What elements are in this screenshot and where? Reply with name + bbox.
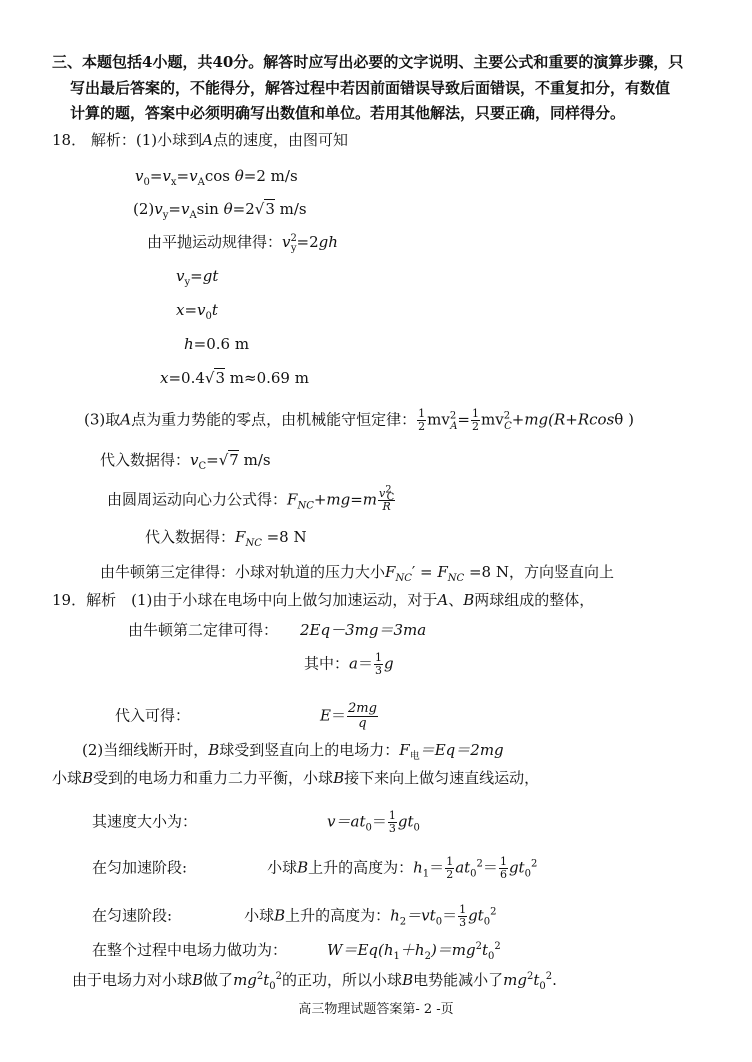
q18-projectile-law: 由平抛运动规律得：$v^2_y=2gh$ [147, 233, 338, 254]
q19-accel-phase: 在匀加速阶段: 小球B上升的高度为：$h_1=$ $\frac{1}{2}$ $at_0^2=$ $\frac{1}{6}$ $gt_0^2$ [92, 855, 538, 881]
q18-equation-vy: $(2)v_y=v_A\sin$ θ=2√3 m/s [133, 200, 307, 221]
q18-equation-v0: $v_0=v_x=v_A\cos$ θ=2 m/s [135, 167, 298, 188]
q19-velocity: 其速度大小为： $v=at_0=$ $\frac{1}{3}$ $gt_0$ [92, 809, 420, 835]
q18-newton-third: 由牛顿第三定律得：小球对轨道的压力大小$F_{NC}' = F_{NC} =8$ N，方向竖直向上 [100, 563, 614, 584]
q19-conclusion: 由于电场力对小球B做了$mg^2t_0^2$的正功，所以小球B电势能减小了$mg^2t_0^2$. [72, 971, 557, 992]
q18-equation-x-result: x=0.4√3 m≈0.69 m [160, 369, 309, 387]
q19-header: 19．解析 (1)由于小球在电场中向上做匀加速运动，对于A、B两球组成的整体， [52, 591, 595, 609]
page-footer: 高三物理试题答案第- 2 -页 [298, 1002, 454, 1017]
q19-string-cut: (2)当细线断开时，B球受到竖直向上的电场力：$F_电=Eq=2mg$ [82, 741, 504, 762]
q18-header: 18． 解析：(1)小球到A点的速度，由图可知 [52, 131, 348, 149]
q18-number: 18． [52, 131, 87, 149]
q18-substitute-fnc: 代入数据得：$F_{NC} =8$ N [145, 528, 307, 549]
q19-newton-second: 由牛顿第二定律可得： 2Eq－3mg＝3ma [128, 621, 427, 639]
q18-centripetal: 由圆周运动向心力公式得：$F_{NC}+mg=m$ $\frac{v^2_C}{R}$ [107, 484, 395, 513]
section-intro-line-2: 写出最后答案的，不能得分，解答过程中若因前面错误导致后面错误，不重复扣分，有数值 [70, 79, 671, 97]
q19-number: 19． [52, 591, 87, 609]
q19-work-done: 在整个过程中电场力做功为： $W=Eq(h_1+h_2)=mg^2t_0^2$ [92, 941, 501, 962]
q19-acceleration: 其中：a＝ $\frac{1}{3}$ g [304, 651, 394, 677]
q19-field-strength: 代入可得： E＝ $\frac{2mg}{q}$ [115, 701, 377, 731]
q18-equation-x: $x=v_0t$ [176, 301, 218, 322]
section-intro-line-1: 三、本题包括4小题，共40分。解答时应写出必要的文字说明、主要公式和重要的演算步骤，只 [52, 53, 684, 71]
section-intro-line-3: 计算的题，答案中必须明确写出数值和单位。若用其他解法，只要正确，同样得分。 [70, 104, 626, 122]
q19-balance-statement: 小球B受到的电场力和重力二力平衡，小球B接下来向上做匀速直线运动， [52, 769, 540, 787]
q19-uniform-phase: 在匀速阶段: 小球B上升的高度为：$h_2=vt_0=$ $\frac{1}{3}$ $gt_0^2$ [92, 903, 497, 929]
q18-equation-h: h=0.6 m [184, 335, 250, 353]
q18-substitute-vc: 代入数据得：$v_C=√7$ m/s [100, 451, 271, 472]
q18-energy-conservation: (3)取A点为重力势能的零点，由机械能守恒定律： $\frac{1}{2}$ $mv^2_A=$ $\frac{1}{2}$ $mv^2_C+mg(R+Rcos\theta$ ) [84, 407, 634, 433]
q18-equation-vy-gt: $v_y=gt$ [176, 267, 219, 288]
